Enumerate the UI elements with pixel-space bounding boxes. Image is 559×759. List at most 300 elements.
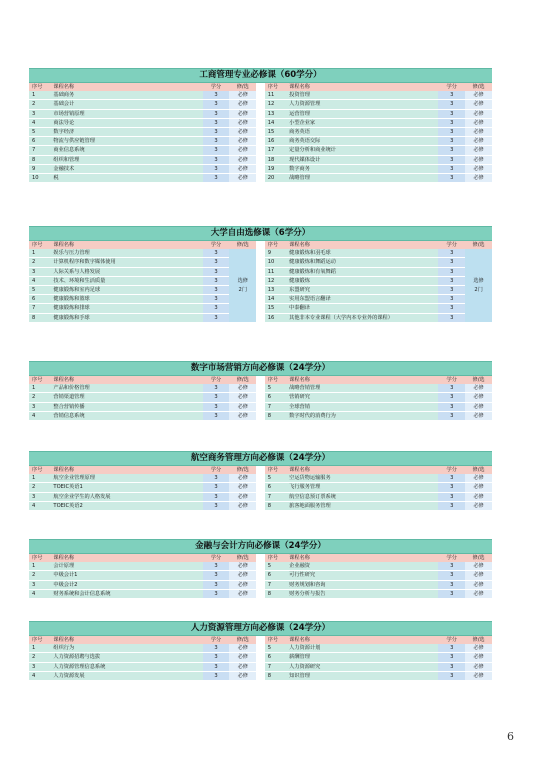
course-number: 7 (265, 580, 286, 589)
course-number: 6 (29, 137, 50, 146)
course-credit: 3 (203, 146, 230, 155)
course-name: 知识管理 (286, 671, 438, 680)
table-row (29, 662, 492, 671)
header-name: 课程名称 (286, 554, 438, 562)
course-name: 薪酬管理 (286, 653, 438, 662)
course-name: 人力资源计划 (286, 644, 438, 653)
course-table (29, 241, 492, 323)
table-row (29, 146, 492, 155)
course-name: 金融技术 (50, 164, 202, 173)
course-number: 3 (29, 662, 50, 671)
course-credit: 3 (203, 249, 230, 258)
course-name: 可行性研究 (286, 571, 438, 580)
column-gap (256, 492, 265, 501)
course-number: 19 (265, 164, 286, 173)
elective-requirement: 选修 2门 (465, 249, 492, 322)
course-section (29, 539, 492, 599)
course-name: 中级会计2 (50, 580, 202, 589)
column-gap (256, 258, 265, 267)
table-row (29, 258, 492, 267)
column-gap (256, 411, 265, 420)
column-gap (256, 109, 265, 118)
course-number: 5 (265, 384, 286, 393)
table-row (29, 267, 492, 276)
course-name: 营销信息系统 (50, 411, 202, 420)
course-name: 人力资源管理 (286, 100, 438, 109)
header-req: 修/选 (465, 554, 492, 562)
course-number: 4 (29, 589, 50, 598)
course-number: 6 (265, 571, 286, 580)
header-req: 修/选 (229, 466, 256, 474)
course-name: 健康锻炼和篮球 (50, 295, 202, 304)
table-row (29, 109, 492, 118)
course-name: 实用东盟语言翻译 (286, 295, 438, 304)
course-number: 7 (29, 146, 50, 155)
header-num: 序号 (265, 376, 286, 384)
course-number: 6 (265, 393, 286, 402)
course-requirement: 必修 (465, 100, 492, 109)
course-name: 其他非本专业课程（大学内本专业外的课程） (286, 313, 438, 322)
course-name: 税 (50, 174, 202, 183)
course-requirement: 必修 (465, 571, 492, 580)
course-credit: 3 (438, 671, 465, 680)
header-req: 修/选 (229, 241, 256, 249)
table-row (29, 100, 492, 109)
table-row (29, 137, 492, 146)
course-name: 人际关系与人格发展 (50, 267, 202, 276)
table-row (29, 562, 492, 571)
course-name: 基础会计 (50, 100, 202, 109)
column-gap (256, 276, 265, 285)
course-credit: 3 (203, 571, 230, 580)
course-credit: 3 (203, 384, 230, 393)
course-name: 战略营销管理 (286, 384, 438, 393)
course-requirement: 必修 (229, 402, 256, 411)
course-name: 营销研究 (286, 393, 438, 402)
course-name: 人力资源管理信息系统 (50, 662, 202, 671)
course-requirement: 必修 (465, 589, 492, 598)
course-number: 8 (29, 313, 50, 322)
column-gap (256, 118, 265, 127)
course-requirement: 必修 (229, 580, 256, 589)
course-number: 10 (265, 258, 286, 267)
course-requirement: 必修 (229, 164, 256, 173)
course-name: 运营管理 (286, 109, 438, 118)
course-name: 空运货物运输服务 (286, 474, 438, 483)
header-req: 修/选 (229, 376, 256, 384)
section-title: 金融与会计方向必修课（24学分） (29, 539, 492, 554)
table-header-row (29, 376, 492, 384)
table-row (29, 474, 492, 483)
table-header-row (29, 241, 492, 249)
course-name: 现代媒体设计 (286, 155, 438, 164)
header-req: 修/选 (229, 554, 256, 562)
elective-requirement: 选修 2门 (229, 249, 256, 322)
course-credit: 3 (203, 118, 230, 127)
course-credit: 3 (203, 653, 230, 662)
table-row (29, 501, 492, 510)
course-table (29, 554, 492, 599)
course-number: 20 (265, 174, 286, 183)
header-credit: 学分 (203, 376, 230, 384)
course-name: 健康锻炼和舞蹈运动 (286, 258, 438, 267)
course-requirement: 必修 (465, 483, 492, 492)
course-name: 产品和价格管理 (50, 384, 202, 393)
course-credit: 3 (438, 402, 465, 411)
course-credit: 3 (203, 402, 230, 411)
column-gap (256, 466, 265, 474)
section-title: 航空商务管理方向必修课（24学分） (29, 451, 492, 466)
course-requirement: 必修 (229, 662, 256, 671)
course-name: 商法导论 (50, 118, 202, 127)
course-number: 5 (29, 286, 50, 295)
course-section (29, 451, 492, 511)
course-credit: 3 (203, 474, 230, 483)
column-gap (256, 286, 265, 295)
header-credit: 学分 (438, 241, 465, 249)
course-name: 营销渠道管理 (50, 393, 202, 402)
course-requirement: 必修 (229, 671, 256, 680)
course-credit: 3 (203, 492, 230, 501)
table-row (29, 384, 492, 393)
table-row (29, 286, 492, 295)
column-gap (256, 662, 265, 671)
table-row (29, 483, 492, 492)
course-number: 4 (29, 501, 50, 510)
course-section (29, 621, 492, 681)
header-num: 序号 (29, 83, 50, 91)
course-number: 3 (29, 580, 50, 589)
header-name: 课程名称 (286, 636, 438, 644)
column-gap (256, 384, 265, 393)
course-requirement: 必修 (465, 501, 492, 510)
course-requirement: 必修 (229, 393, 256, 402)
course-credit: 3 (438, 249, 465, 258)
course-requirement: 必修 (229, 174, 256, 183)
course-number: 2 (29, 571, 50, 580)
course-name: 健康锻炼和室内足球 (50, 286, 202, 295)
course-requirement: 必修 (465, 109, 492, 118)
course-name: 娱乐与压力管理 (50, 249, 202, 258)
course-name: 计算机程序和数字媒体使用 (50, 258, 202, 267)
course-number: 5 (265, 562, 286, 571)
course-number: 5 (29, 128, 50, 137)
course-number: 16 (265, 137, 286, 146)
column-gap (256, 155, 265, 164)
course-number: 8 (265, 411, 286, 420)
course-requirement: 必修 (465, 562, 492, 571)
course-requirement: 必修 (465, 411, 492, 420)
course-name: 航空信息预订票系统 (286, 492, 438, 501)
course-requirement: 必修 (465, 662, 492, 671)
course-number: 5 (265, 644, 286, 653)
course-section (29, 226, 492, 323)
course-name: 市场营销原理 (50, 109, 202, 118)
course-credit: 3 (203, 304, 230, 313)
course-credit: 3 (203, 128, 230, 137)
course-name: 整合营销传播 (50, 402, 202, 411)
course-credit: 3 (203, 109, 230, 118)
course-requirement: 必修 (465, 644, 492, 653)
column-gap (256, 571, 265, 580)
column-gap (256, 402, 265, 411)
header-num: 序号 (265, 241, 286, 249)
header-req: 修/选 (465, 636, 492, 644)
course-credit: 3 (438, 146, 465, 155)
course-credit: 3 (438, 384, 465, 393)
course-number: 2 (29, 483, 50, 492)
table-row (29, 589, 492, 598)
course-number: 6 (265, 653, 286, 662)
header-num: 序号 (265, 83, 286, 91)
table-row (29, 492, 492, 501)
table-header-row (29, 636, 492, 644)
course-number: 13 (265, 109, 286, 118)
course-name: 飞行服务管理 (286, 483, 438, 492)
column-gap (256, 393, 265, 402)
course-name: 全球营销 (286, 402, 438, 411)
course-credit: 3 (203, 644, 230, 653)
course-requirement: 必修 (465, 128, 492, 137)
course-name: 健康锻炼和排球 (50, 304, 202, 313)
course-number: 12 (265, 100, 286, 109)
column-gap (256, 653, 265, 662)
course-credit: 3 (203, 393, 230, 402)
table-row (29, 295, 492, 304)
course-name: 数字商务 (286, 164, 438, 173)
column-gap (256, 249, 265, 258)
table-row (29, 155, 492, 164)
course-credit: 3 (438, 91, 465, 100)
course-number: 4 (29, 118, 50, 127)
course-credit: 3 (438, 644, 465, 653)
header-num: 序号 (29, 554, 50, 562)
column-gap (256, 137, 265, 146)
course-number: 9 (265, 249, 286, 258)
course-requirement: 必修 (229, 653, 256, 662)
course-number: 15 (265, 128, 286, 137)
section-title: 工商管理专业必修课（60学分） (29, 68, 492, 83)
table-row (29, 174, 492, 183)
course-table (29, 83, 492, 183)
section-title: 人力资源管理方向必修课（24学分） (29, 621, 492, 636)
column-gap (256, 91, 265, 100)
course-requirement: 必修 (465, 118, 492, 127)
course-name: TOEIC英语2 (50, 501, 202, 510)
table-row (29, 91, 492, 100)
course-credit: 3 (438, 100, 465, 109)
course-name: 航空企业学生的人格发展 (50, 492, 202, 501)
course-name: TOEIC英语1 (50, 483, 202, 492)
course-number: 6 (265, 483, 286, 492)
course-credit: 3 (438, 295, 465, 304)
course-name: 中级会计1 (50, 571, 202, 580)
course-requirement: 必修 (229, 100, 256, 109)
course-number: 3 (29, 402, 50, 411)
course-number: 17 (265, 146, 286, 155)
course-number: 1 (29, 562, 50, 571)
course-credit: 3 (203, 155, 230, 164)
course-credit: 3 (203, 562, 230, 571)
course-table (29, 376, 492, 421)
course-name: 健康锻炼 (286, 276, 438, 285)
course-credit: 3 (438, 118, 465, 127)
header-name: 课程名称 (286, 376, 438, 384)
header-num: 序号 (29, 466, 50, 474)
header-name: 课程名称 (286, 241, 438, 249)
column-gap (256, 644, 265, 653)
table-header-row (29, 466, 492, 474)
header-num: 序号 (29, 376, 50, 384)
course-number: 8 (29, 155, 50, 164)
header-num: 序号 (29, 241, 50, 249)
course-requirement: 必修 (229, 91, 256, 100)
column-gap (256, 164, 265, 173)
course-section (29, 361, 492, 421)
course-credit: 3 (438, 571, 465, 580)
column-gap (256, 483, 265, 492)
course-credit: 3 (203, 662, 230, 671)
course-credit: 3 (438, 474, 465, 483)
header-num: 序号 (265, 636, 286, 644)
header-req: 修/选 (229, 83, 256, 91)
course-name: 组织行为 (50, 644, 202, 653)
course-number: 5 (265, 474, 286, 483)
course-credit: 3 (203, 671, 230, 680)
header-name: 课程名称 (50, 241, 202, 249)
course-number: 8 (265, 589, 286, 598)
course-credit: 3 (438, 286, 465, 295)
table-row (29, 393, 492, 402)
course-name: 航空企业管理原理 (50, 474, 202, 483)
header-name: 课程名称 (50, 83, 202, 91)
course-requirement: 必修 (465, 474, 492, 483)
course-number: 1 (29, 474, 50, 483)
course-name: 技术、环境和生活质量 (50, 276, 202, 285)
course-name: 数字经济 (50, 128, 202, 137)
course-name: 健康锻炼和有氧舞蹈 (286, 267, 438, 276)
course-number: 7 (29, 304, 50, 313)
column-gap (256, 474, 265, 483)
table-row (29, 164, 492, 173)
course-credit: 3 (203, 411, 230, 420)
column-gap (256, 146, 265, 155)
section-title: 大学自由选修课（6学分） (29, 226, 492, 241)
header-num: 序号 (265, 554, 286, 562)
course-number: 1 (29, 644, 50, 653)
table-row (29, 304, 492, 313)
header-num: 序号 (29, 636, 50, 644)
course-credit: 3 (203, 267, 230, 276)
course-credit: 3 (203, 286, 230, 295)
course-number: 7 (265, 402, 286, 411)
course-number: 11 (265, 91, 286, 100)
course-name: 财务规划和咨询 (286, 580, 438, 589)
column-gap (256, 304, 265, 313)
header-credit: 学分 (203, 83, 230, 91)
course-requirement: 必修 (229, 137, 256, 146)
course-table (29, 466, 492, 511)
header-name: 课程名称 (50, 376, 202, 384)
column-gap (256, 241, 265, 249)
course-section (29, 68, 492, 183)
table-row (29, 580, 492, 589)
header-credit: 学分 (438, 466, 465, 474)
course-name: 健康锻炼和手球 (50, 313, 202, 322)
table-row (29, 128, 492, 137)
table-row (29, 644, 492, 653)
course-requirement: 必修 (465, 174, 492, 183)
column-gap (256, 83, 265, 91)
course-number: 2 (29, 258, 50, 267)
table-row (29, 118, 492, 127)
course-requirement: 必修 (465, 164, 492, 173)
header-credit: 学分 (203, 241, 230, 249)
course-requirement: 必修 (465, 402, 492, 411)
course-credit: 3 (438, 411, 465, 420)
course-credit: 3 (438, 267, 465, 276)
course-requirement: 必修 (229, 492, 256, 501)
header-name: 课程名称 (50, 554, 202, 562)
table-row (29, 653, 492, 662)
course-requirement: 必修 (229, 474, 256, 483)
course-name: 数字时代的消费行为 (286, 411, 438, 420)
course-credit: 3 (438, 276, 465, 285)
course-requirement: 必修 (229, 589, 256, 598)
course-credit: 3 (438, 155, 465, 164)
course-credit: 3 (438, 393, 465, 402)
column-gap (256, 376, 265, 384)
course-credit: 3 (203, 589, 230, 598)
course-credit: 3 (438, 128, 465, 137)
header-credit: 学分 (203, 636, 230, 644)
course-number: 7 (265, 662, 286, 671)
course-number: 4 (29, 276, 50, 285)
course-number: 14 (265, 295, 286, 304)
course-requirement: 必修 (465, 653, 492, 662)
header-credit: 学分 (438, 376, 465, 384)
course-number: 8 (265, 671, 286, 680)
column-gap (256, 313, 265, 322)
course-credit: 3 (438, 313, 465, 322)
course-credit: 3 (203, 313, 230, 322)
course-credit: 3 (203, 258, 230, 267)
course-number: 4 (29, 411, 50, 420)
course-credit: 3 (203, 164, 230, 173)
course-number: 1 (29, 249, 50, 258)
header-req: 修/选 (465, 466, 492, 474)
header-num: 序号 (265, 466, 286, 474)
table-header-row (29, 554, 492, 562)
course-number: 3 (29, 267, 50, 276)
course-requirement: 必修 (465, 384, 492, 393)
course-number: 11 (265, 267, 286, 276)
table-row (29, 313, 492, 322)
course-name: 商务英语交际 (286, 137, 438, 146)
course-requirement: 必修 (229, 501, 256, 510)
course-requirement: 必修 (465, 91, 492, 100)
course-number: 10 (29, 174, 50, 183)
course-name: 小型企业家 (286, 118, 438, 127)
course-credit: 3 (438, 483, 465, 492)
course-credit: 3 (438, 501, 465, 510)
column-gap (256, 562, 265, 571)
course-name: 物流与供应链管理 (50, 137, 202, 146)
course-requirement: 必修 (229, 109, 256, 118)
course-number: 15 (265, 304, 286, 313)
table-row (29, 402, 492, 411)
course-number: 3 (29, 492, 50, 501)
